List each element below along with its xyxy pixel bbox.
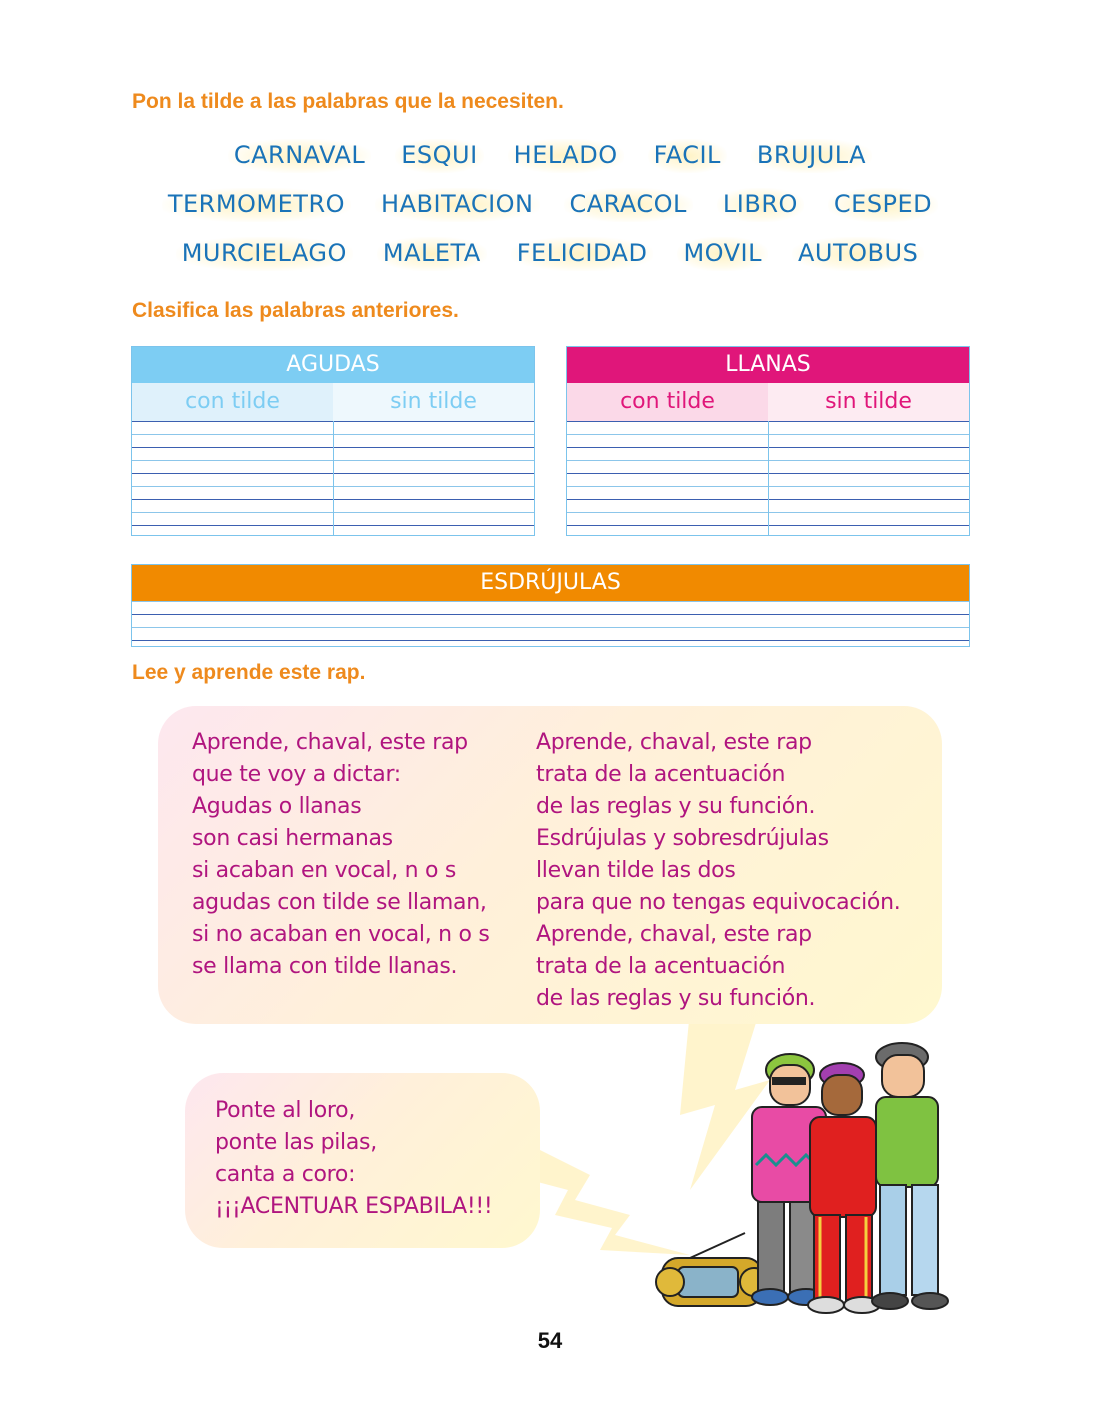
- word: ESQUI: [401, 141, 478, 169]
- rap-line: Agudas o llanas: [192, 794, 362, 819]
- rap-line: de las reglas y su función.: [536, 986, 816, 1011]
- llanas-title: LLANAS: [567, 347, 969, 383]
- word: MURCIELAGO: [181, 239, 347, 267]
- chorus-line: ¡¡¡ACENTUAR ESPABILA!!!: [215, 1194, 493, 1219]
- word: HABITACION: [381, 190, 534, 218]
- rap-line: trata de la acentuación: [536, 954, 786, 979]
- rapper-middle-icon: [808, 1063, 880, 1313]
- rap-line: Aprende, chaval, este rap: [192, 730, 468, 755]
- word: LIBRO: [722, 190, 798, 218]
- rap-line: llevan tilde las dos: [536, 858, 736, 883]
- rap-line: Aprende, chaval, este rap: [536, 922, 812, 947]
- rap-line: si no acaban en vocal, n o s: [192, 922, 490, 947]
- chorus-line: canta a coro:: [215, 1162, 356, 1187]
- chorus-line: ponte las pilas,: [215, 1130, 377, 1155]
- word: HELADO: [513, 141, 618, 169]
- page-number: 54: [537, 1328, 563, 1353]
- rap-left-column: [192, 727, 489, 983]
- agudas-title: AGUDAS: [132, 347, 534, 383]
- llanas-sin-tilde-header: sin tilde: [768, 383, 969, 421]
- rap-line: trata de la acentuación: [536, 762, 786, 787]
- rap-right-column: [536, 727, 900, 1015]
- rap-line: para que no tengas equivocación.: [536, 890, 901, 915]
- word: TERMOMETRO: [167, 190, 346, 218]
- rap-line: si acaban en vocal, n o s: [192, 858, 456, 883]
- llanas-con-tilde-header: con tilde: [567, 383, 768, 421]
- word: MALETA: [382, 239, 481, 267]
- rap-line: que te voy a dictar:: [192, 762, 401, 787]
- word: FELICIDAD: [516, 239, 648, 267]
- word: BRUJULA: [756, 141, 867, 169]
- rap-line: son casi hermanas: [192, 826, 393, 851]
- boombox-icon: [656, 1233, 768, 1306]
- esdrujulas-title: ESDRÚJULAS: [132, 565, 969, 601]
- rap-line: se llama con tilde llanas.: [192, 954, 458, 979]
- instruction-tilde: Pon la tilde a las palabras que la necesiten.: [132, 90, 564, 113]
- word: CESPED: [833, 190, 933, 218]
- word: CARNAVAL: [233, 141, 366, 169]
- rap-line: Aprende, chaval, este rap: [536, 730, 812, 755]
- agudas-con-tilde-header: con tilde: [132, 383, 333, 421]
- word: CARACOL: [569, 190, 687, 218]
- rap-line: agudas con tilde se llaman,: [192, 890, 487, 915]
- rap-line: Esdrújulas y sobresdrújulas: [536, 826, 829, 851]
- word: AUTOBUS: [798, 239, 919, 267]
- agudas-sin-tilde-header: sin tilde: [333, 383, 534, 421]
- word: FACIL: [653, 141, 721, 169]
- rap-line: de las reglas y su función.: [536, 794, 816, 819]
- word: MOVIL: [683, 239, 762, 267]
- instruction-classify: Clasifica las palabras anteriores.: [132, 299, 459, 322]
- instruction-rap: Lee y aprende este rap.: [132, 661, 366, 684]
- chorus-line: Ponte al loro,: [215, 1098, 356, 1123]
- rappers-illustration: [650, 1025, 960, 1320]
- chorus-column: [215, 1095, 492, 1223]
- rapper-right-icon: [872, 1043, 948, 1309]
